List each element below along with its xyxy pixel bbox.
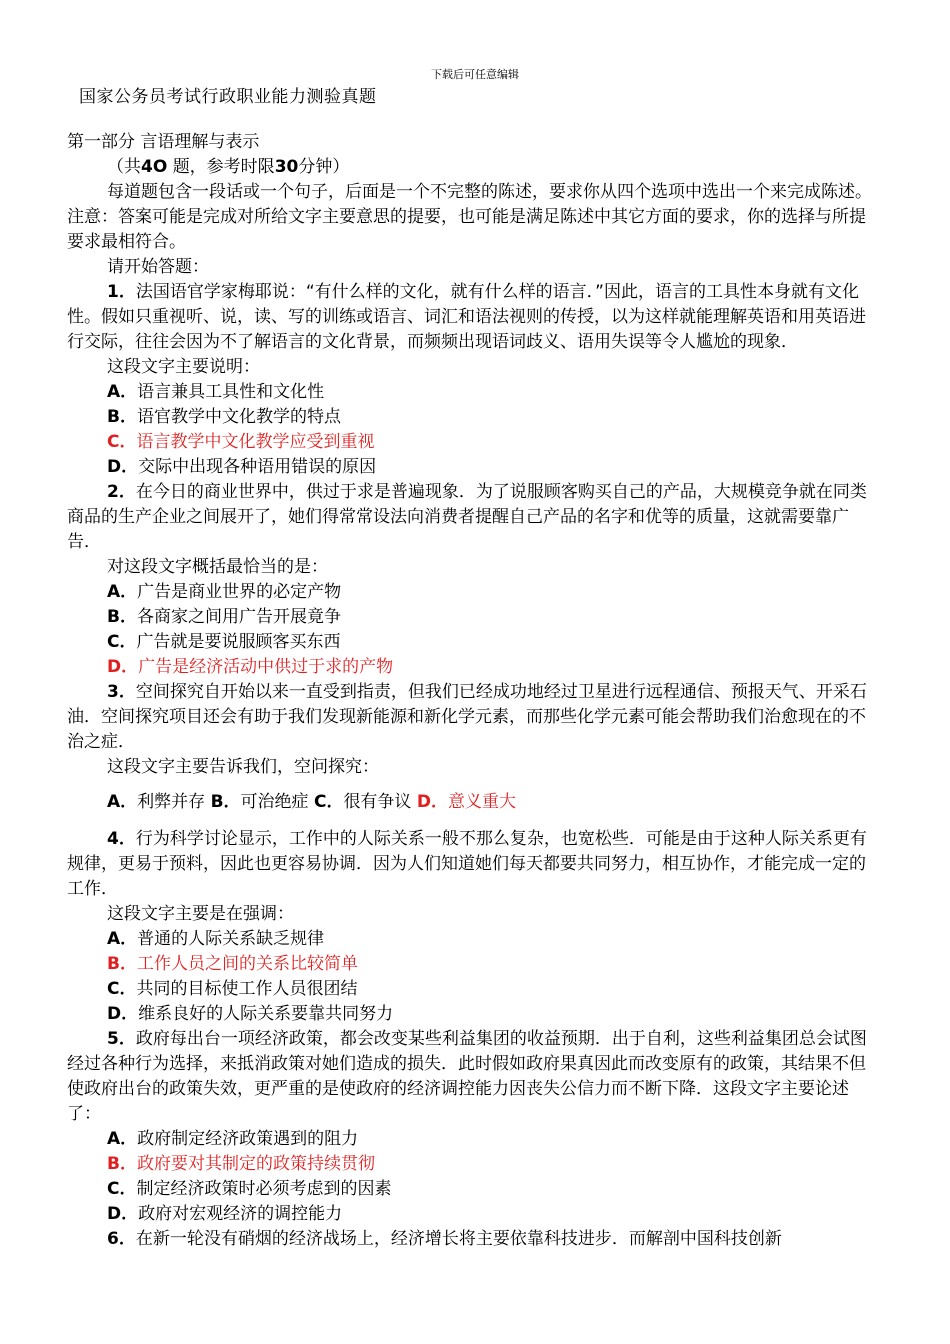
question-4-option-b-answer: B．工作人员之间的关系比较简单 [107,954,358,974]
question-3-option-b: B．可治绝症 [210,792,309,812]
question-2-text: 2．在今日的商业世界中，供过于求是普遍现象．为了说服顾客购买自己的产品，大规模竞争就在同类商品的生产企业之间展开了，她们得常常设法向消费者提醒自己产品的名字和优等的质量，这就需要靠广告． [67,482,867,552]
question-5-option-c: C．制定经济政策时必须考虑到的因素 [107,1179,392,1199]
question-3-options-row [67,790,875,815]
question-5-option-d: D．政府对宏观经济的调控能力 [107,1204,343,1224]
question-3-option-c: C．很有争议 [313,792,412,812]
question-2-option-c: C．广告就是要说服顾客买东西 [107,632,341,652]
start-prompt: 请开始答题： [107,257,209,277]
question-2-prompt: 对这段文字概括最恰当的是： [107,557,328,577]
question-3-option-d-answer: D．意义重大 [416,792,516,812]
question-5-option-a: A．政府制定经济政策遇到的阻力 [107,1129,359,1149]
question-1-option-b: B．语官教学中文化教学的特点 [107,407,341,427]
question-3-option-a: A．利弊并存 [107,792,206,812]
question-1-prompt: 这段文字主要说明： [107,357,260,377]
header-note: 下载后可任意编辑 [431,68,519,81]
part-heading: 第一部分 言语理解与表示 [67,132,260,152]
question-5-text: 5．政府每出台一项经济政策，都会改变某些利益集团的收益预期．出于自利，这些利益集团总会试图经过各种行为选择，来抵消政策对她们造成的损失．此时假如政府果真因此而改变原有的政策，其结果不但使政府出台的政策失效，更严重的是使政府的经济调控能力因丧失公信力而不断下降．这段文字主要论述了： [67,1029,867,1124]
question-2-option-d-answer: D．广告是经济活动中供过于求的产物 [107,657,394,677]
question-1-text: 1．法国语官学家梅耶说：“有什么样的文化，就有什么样的语言．”因此，语言的工具性本身就有文化性。假如只重视听、说，读、写的训练或语言、词汇和语法视则的传授，以为这样就能理解英语和用英语进行交际，往往会因为不了解语言的文化背景，而频频出现语词歧义、语用失误等令人尴尬的现象． [67,282,866,352]
question-1-option-a: A．语言兼具工具性和文化性 [107,382,325,402]
question-2-option-b: B．各商家之间用广告开展竟争 [107,607,341,627]
instructions-paragraph: 每道题包含一段话或一个句子，后面是一个不完整的陈述，要求你从四个选项中选出一个来完成陈述。注意：答案可能是完成对所给文字主要意思的提要，也可能是满足陈述中其它方面的要求，你的选择与所提要求最相符合。 [67,182,872,252]
question-4-prompt: 这段文字主要是在强调： [107,904,294,924]
question-5-option-b-answer: B．政府要对其制定的政策持续贯彻 [107,1154,375,1174]
document-body [67,130,875,1252]
question-4-option-a: A．普通的人际关系缺乏规律 [107,929,325,949]
question-4-option-d: D．维系良好的人际关系要靠共同努力 [107,1004,394,1024]
question-3-text: 3．空间探究自开始以来一直受到指责，但我们已经成功地经过卫星进行远程通信、预报天气、开采石油．空间探究项目还会有助于我们发现新能源和新化学元素，而那些化学元素可能会帮助我们治愈现在的不治之症． [67,682,867,752]
question-1-option-d: D．交际中出现各种语用错误的原因 [107,457,377,477]
question-2-option-a: A．广告是商业世界的必定产物 [107,582,342,602]
question-4-text: 4．行为科学讨论显示，工作中的人际关系一般不那么复杂，也宽松些．可能是由于这种人际关系更有规律，更易于预料，因此也更容易协调．因为人们知道她们每天都要共同努力，相互协作，才能完成一定的工作． [67,829,867,899]
question-4-option-c: C．共同的目标使工作人员很团结 [107,979,358,999]
question-3-prompt: 这段文字主要告诉我们，空问探究： [107,757,379,777]
part-subheading: （共4O 题，参考时限30分钟） [107,157,350,177]
question-6-text: 6．在新一轮没有硝烟的经济战场上，经济增长将主要依靠科技进步．而解剖中国科技创新 [107,1229,782,1249]
document-title: 国家公务员考试行政职业能力测验真题 [79,87,377,107]
question-1-option-c-answer: C．语言教学中文化教学应受到重视 [107,432,375,452]
